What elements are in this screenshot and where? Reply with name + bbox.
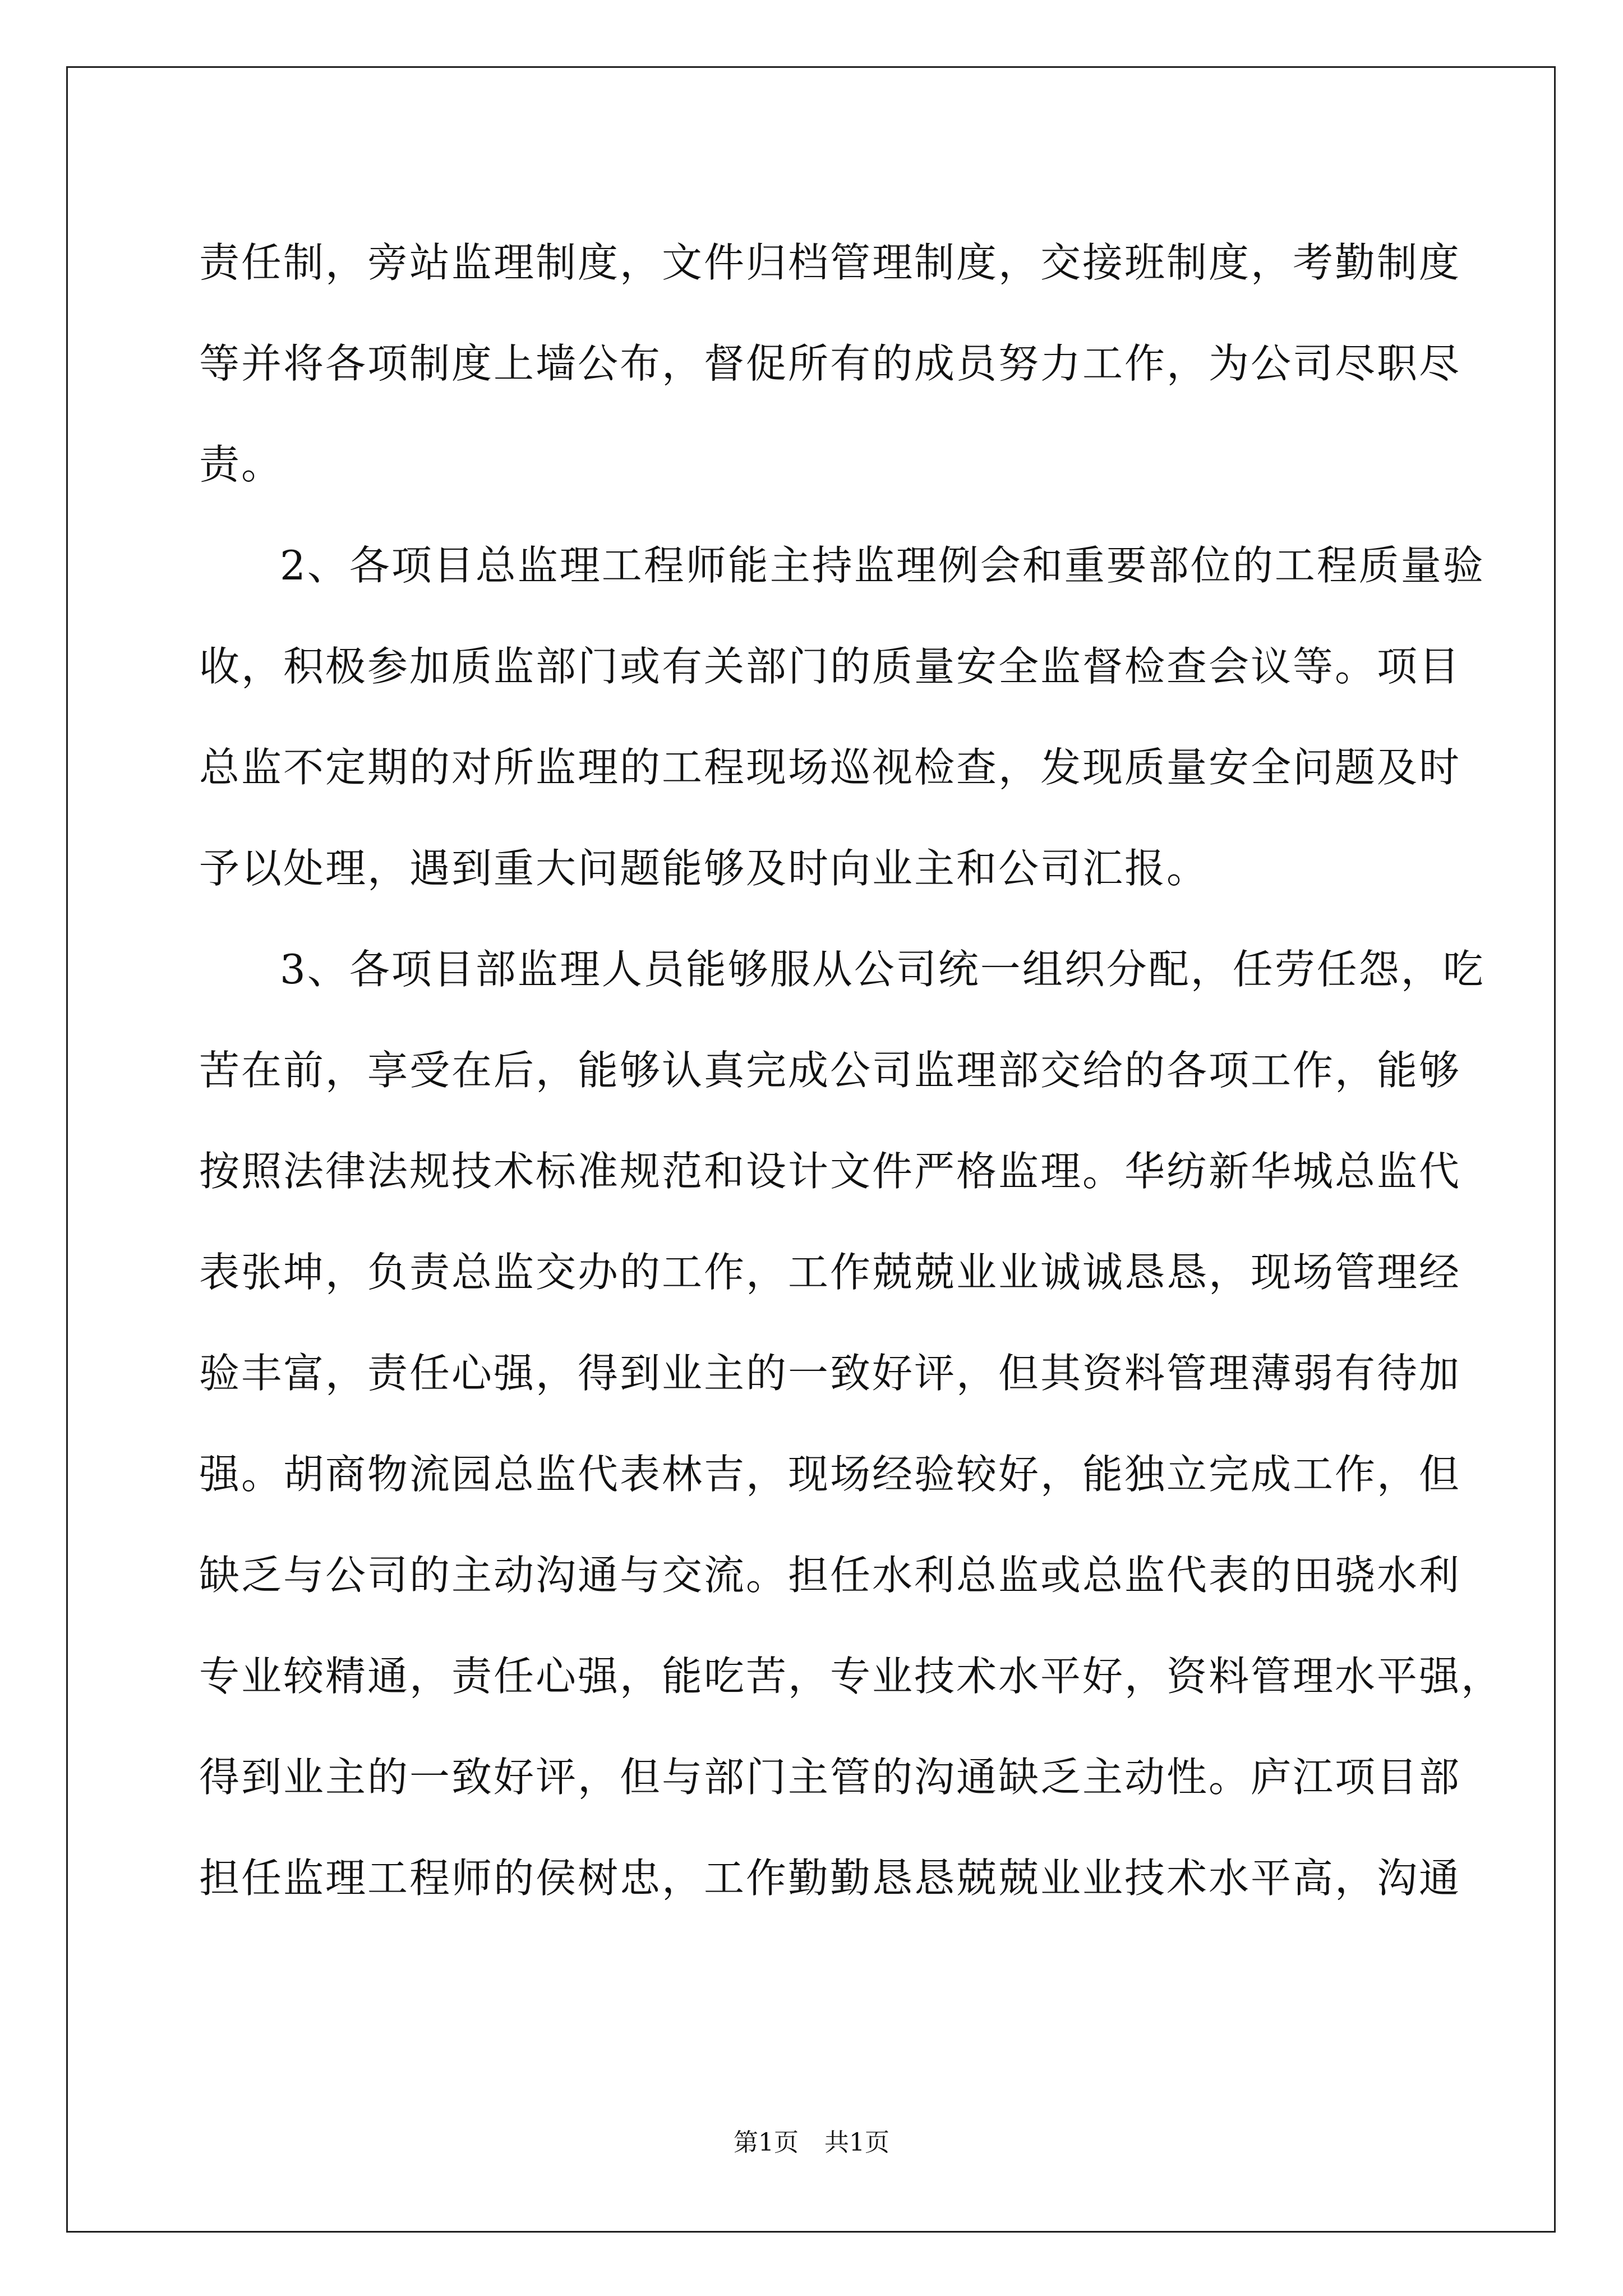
page-footer [0, 2126, 1623, 2160]
text-line: 验丰富，责任心强，得到业主的一致好评，但其资料管理薄弱有待加 [199, 1350, 1461, 1397]
text-line: 予以处理，遇到重大问题能够及时向业主和公司汇报。 [199, 845, 1209, 892]
text-line: 缺乏与公司的主动沟通与交流。担任水利总监或总监代表的田骁水利 [199, 1552, 1461, 1599]
text-line: 等并将各项制度上墙公布，督促所有的成员努力工作，为公司尽职尽 [199, 340, 1461, 387]
paragraph-start-line: 2、各项目总监理工程师能主持监理例会和重要部位的工程质量验 [280, 542, 1485, 589]
page-number: 第1页 [734, 2128, 799, 2157]
text-line: 得到业主的一致好评，但与部门主管的沟通缺乏主动性。庐江项目部 [199, 1754, 1461, 1801]
text-line: 责。 [199, 441, 284, 488]
text-line: 专业较精通，责任心强，能吃苦，专业技术水平好，资料管理水平强， [199, 1653, 1504, 1700]
text-line: 强。胡商物流园总监代表林吉，现场经验较好，能独立完成工作，但 [199, 1451, 1461, 1498]
text-line: 责任制，旁站监理制度，文件归档管理制度，交接班制度，考勤制度 [199, 239, 1461, 286]
text-line: 收，积极参加质监部门或有关部门的质量安全监督检查会议等。项目 [199, 643, 1461, 690]
text-line: 表张坤，负责总监交办的工作，工作兢兢业业诚诚恳恳，现场管理经 [199, 1249, 1461, 1296]
text-line: 总监不定期的对所监理的工程现场巡视检查，发现质量安全问题及时 [199, 744, 1461, 791]
text-line: 按照法律法规技术标准规范和设计文件严格监理。华纺新华城总监代 [199, 1148, 1461, 1195]
text-line: 担任监理工程师的侯树忠，工作勤勤恳恳兢兢业业技术水平高，沟通 [199, 1855, 1461, 1902]
document-body [199, 212, 1504, 1929]
text-line: 苦在前，享受在后，能够认真完成公司监理部交给的各项工作，能够 [199, 1047, 1461, 1094]
paragraph-start-line: 3、各项目部监理人员能够服从公司统一组织分配，任劳任怨，吃 [280, 946, 1485, 993]
page-total: 共1页 [824, 2128, 889, 2157]
